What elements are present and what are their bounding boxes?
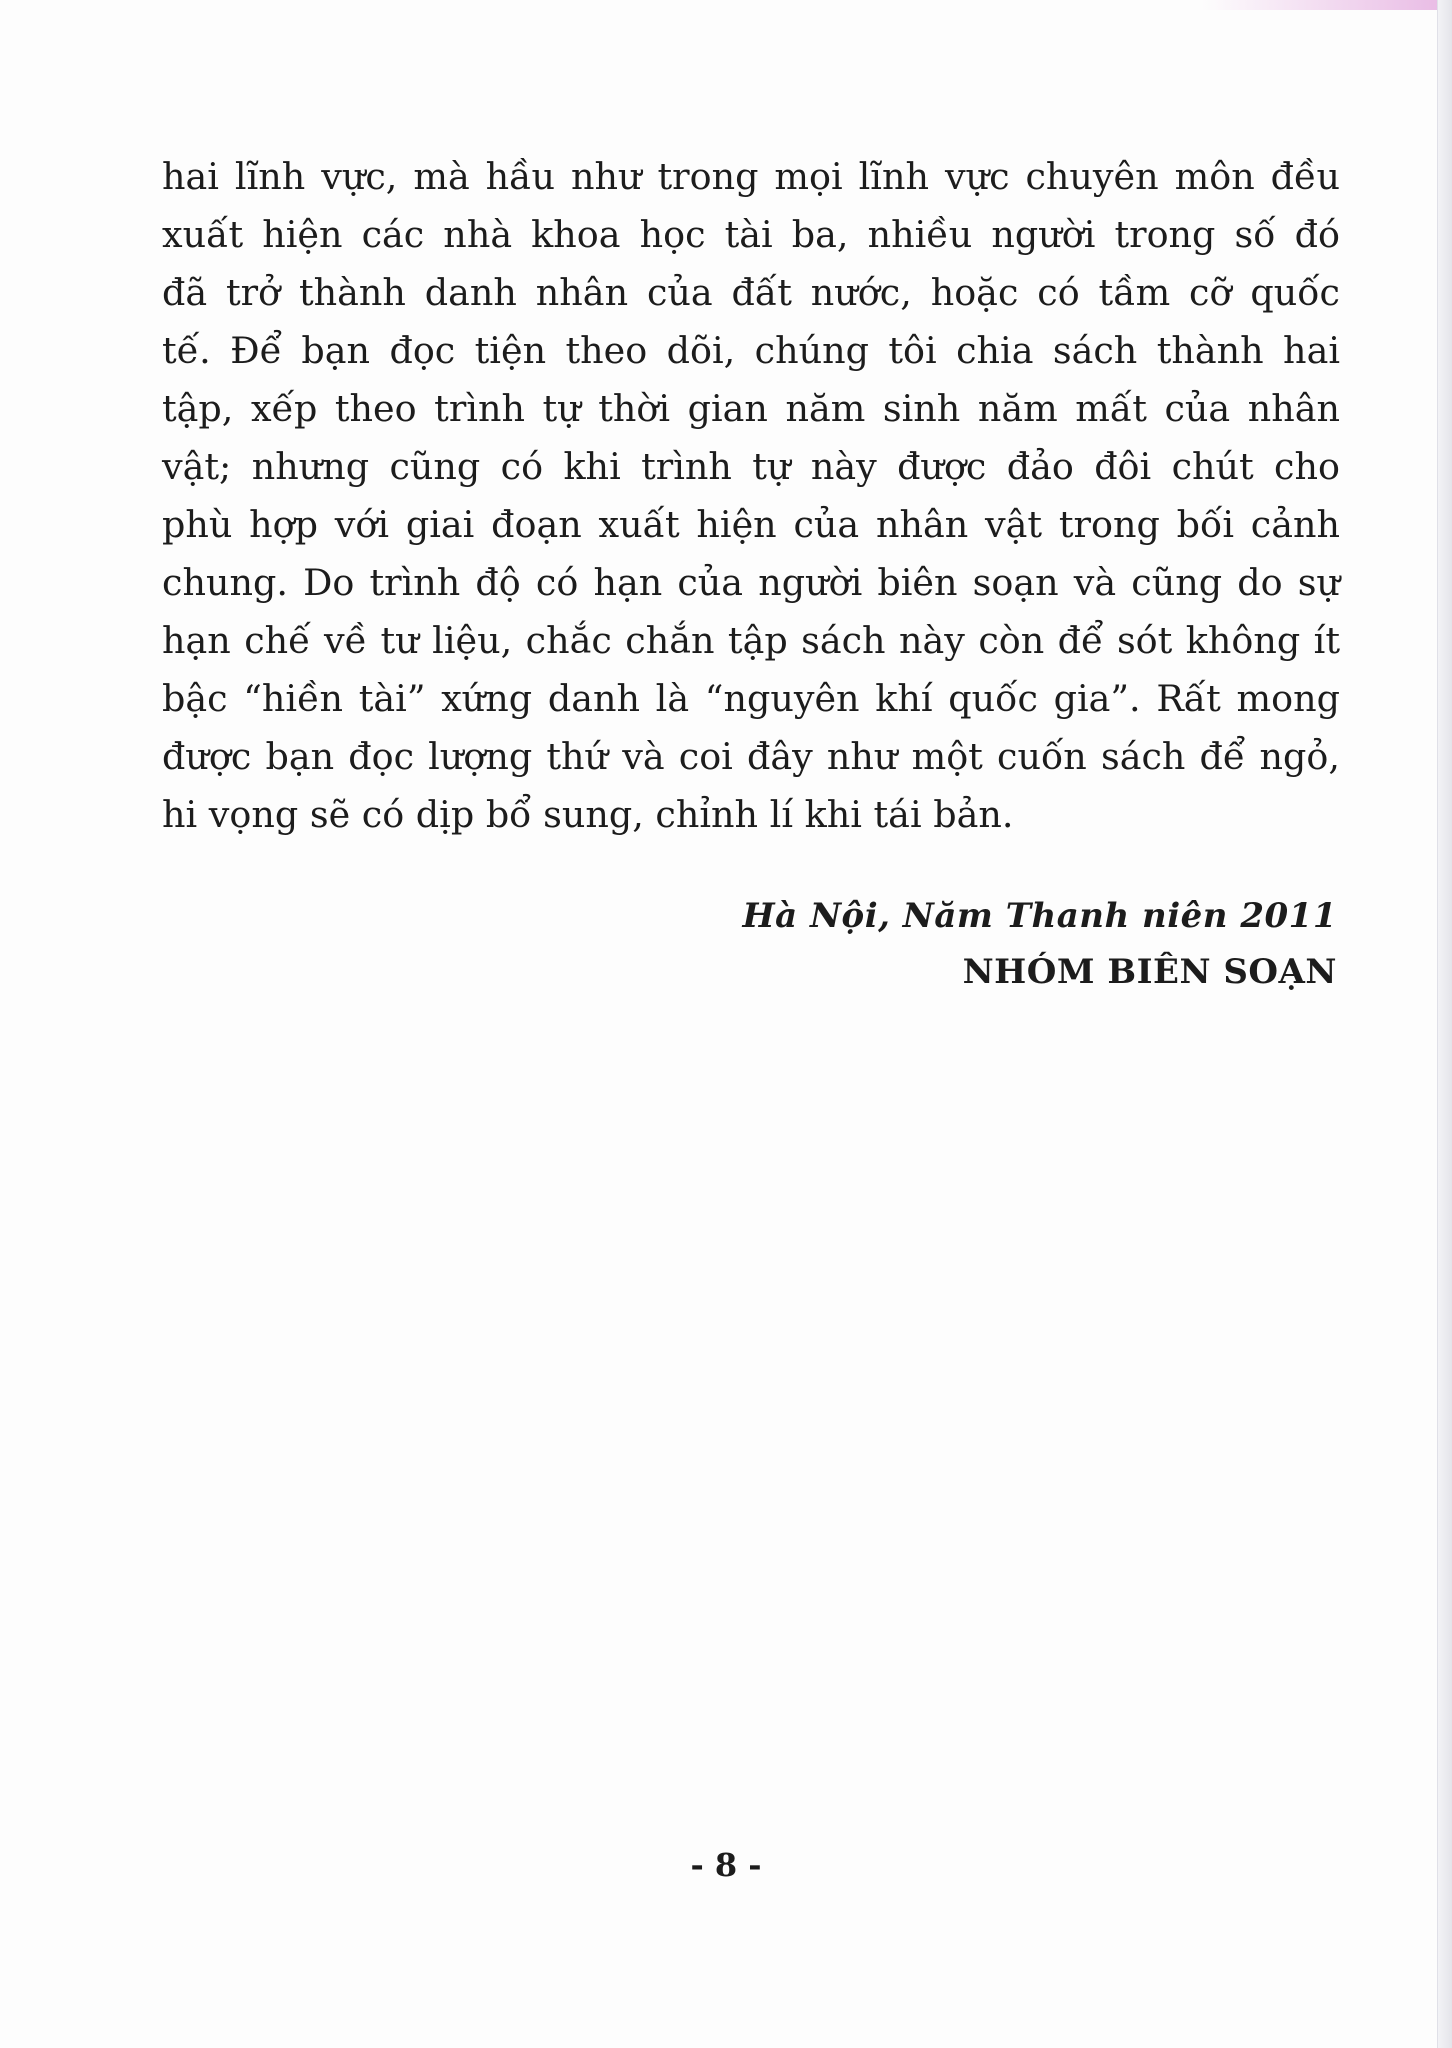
body-line-6: vật; nhưng cũng có khi trình tự này được đảo đôi chút cho xyxy=(162,445,1340,488)
body-line-9: hạn chế về tư liệu, chắc chắn tập sách này còn để sót không ít xyxy=(162,619,1340,662)
author-group: NHÓM BIÊN SOẠN xyxy=(962,952,1337,992)
body-paragraph xyxy=(162,148,1340,844)
page-number: - 8 - xyxy=(690,1846,762,1884)
scan-edge-top xyxy=(1202,0,1452,10)
body-line-5: tập, xếp theo trình tự thời gian năm sinh năm mất của nhân xyxy=(162,387,1340,430)
scan-edge-right xyxy=(1437,0,1452,2048)
body-line-7: phù hợp với giai đoạn xuất hiện của nhân vật trong bối cảnh xyxy=(162,503,1340,546)
body-line-1: hai lĩnh vực, mà hầu như trong mọi lĩnh vực chuyên môn đều xyxy=(162,155,1340,198)
place-date: Hà Nội, Năm Thanh niên 2011 xyxy=(742,896,1337,936)
signature-block xyxy=(742,888,1337,1000)
body-line-11: được bạn đọc lượng thứ và coi đây như một cuốn sách để ngỏ, xyxy=(162,735,1340,778)
body-line-3: đã trở thành danh nhân của đất nước, hoặc có tầm cỡ quốc xyxy=(162,271,1340,314)
body-line-8: chung. Do trình độ có hạn của người biên soạn và cũng do sự xyxy=(162,561,1340,604)
body-line-10: bậc “hiền tài” xứng danh là “nguyên khí quốc gia”. Rất mong xyxy=(162,677,1340,720)
body-line-4: tế. Để bạn đọc tiện theo dõi, chúng tôi chia sách thành hai xyxy=(162,329,1340,372)
body-line-12: hi vọng sẽ có dịp bổ sung, chỉnh lí khi tái bản. xyxy=(162,793,1014,836)
body-line-2: xuất hiện các nhà khoa học tài ba, nhiều người trong số đó xyxy=(162,213,1340,256)
